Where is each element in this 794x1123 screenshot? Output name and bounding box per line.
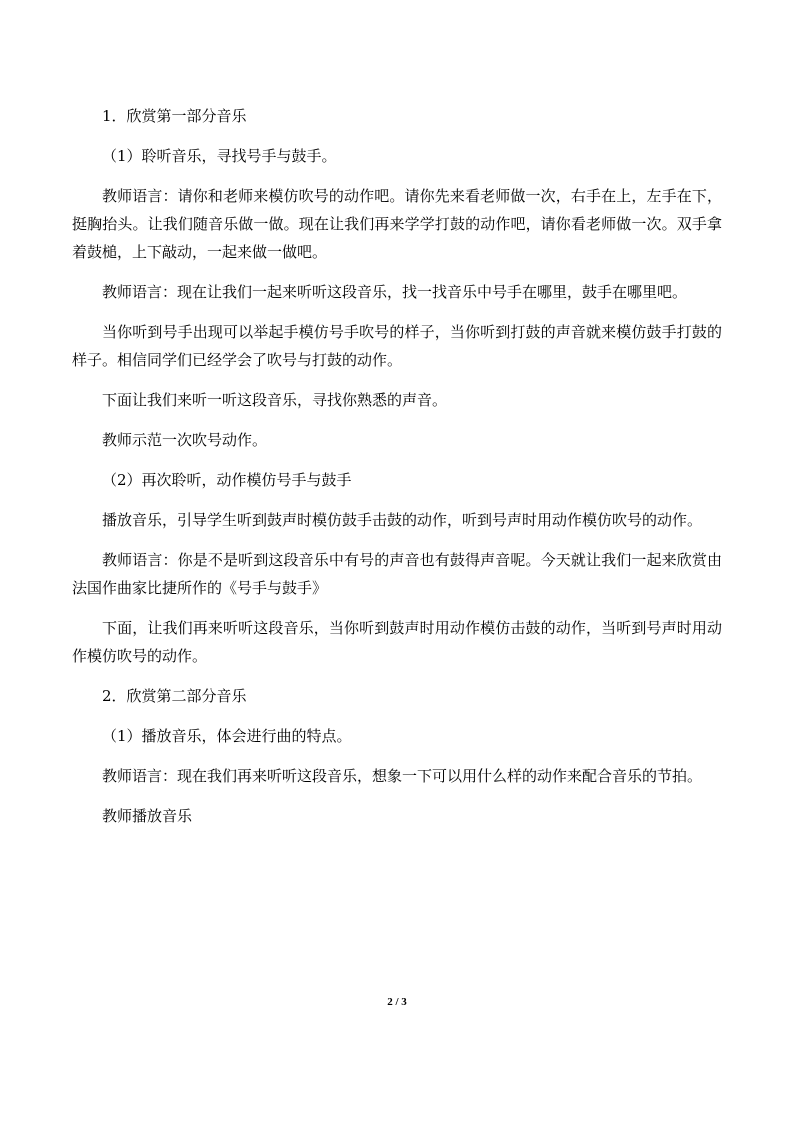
body-paragraph: 下面让我们来听一听这段音乐，寻找你熟悉的声音。	[102, 391, 448, 409]
body-paragraph: 教师语言：请你和老师来模仿吹号的动作吧。请你先来看老师做一次，右手在上，左手在下，挺胸抬头。让我们随音乐做一做。现在让我们再来学学打鼓的动作吧，请你看老师做一次。双手拿着鼓槌，上下敲动，一起来做一做吧。	[72, 187, 722, 261]
body-paragraph: 下面，让我们再来听听这段音乐，当你听到鼓声时用动作模仿击鼓的动作，当听到号声时用动作模仿吹号的动作。	[72, 619, 722, 665]
body-paragraph: 当你听到号手出现可以举起手模仿号手吹号的样子，当你听到打鼓的声音就来模仿鼓手打鼓的样子。相信同学们已经学会了吹号与打鼓的动作。	[72, 323, 722, 369]
subsection-heading: （1）聆听音乐，寻找号手与鼓手。	[102, 147, 337, 165]
body-paragraph: 教师播放音乐	[102, 807, 193, 825]
page-number: 2 / 3	[387, 996, 407, 1008]
section-heading-part-one: 1．欣赏第一部分音乐	[102, 107, 247, 125]
body-paragraph: 播放音乐，引导学生听到鼓声时模仿鼓手击鼓的动作，听到号声时用动作模仿吹号的动作。	[102, 511, 703, 529]
body-paragraph: 教师语言：你是不是听到这段音乐中有号的声音也有鼓得声音呢。今天就让我们一起来欣赏由法国作曲家比捷所作的《号手与鼓手》	[72, 551, 722, 597]
body-paragraph: 教师语言：现在我们再来听听这段音乐，想象一下可以用什么样的动作来配合音乐的节拍。	[102, 767, 703, 785]
subsection-heading: （2）再次聆听，动作模仿号手与鼓手	[102, 471, 352, 489]
document-body	[72, 102, 722, 842]
section-heading-part-two: 2．欣赏第二部分音乐	[102, 687, 247, 705]
subsection-heading: （1）播放音乐，体会进行曲的特点。	[102, 727, 352, 745]
body-paragraph: 教师示范一次吹号动作。	[102, 431, 268, 449]
body-paragraph: 教师语言：现在让我们一起来听听这段音乐，找一找音乐中号手在哪里，鼓手在哪里吧。	[102, 283, 688, 301]
